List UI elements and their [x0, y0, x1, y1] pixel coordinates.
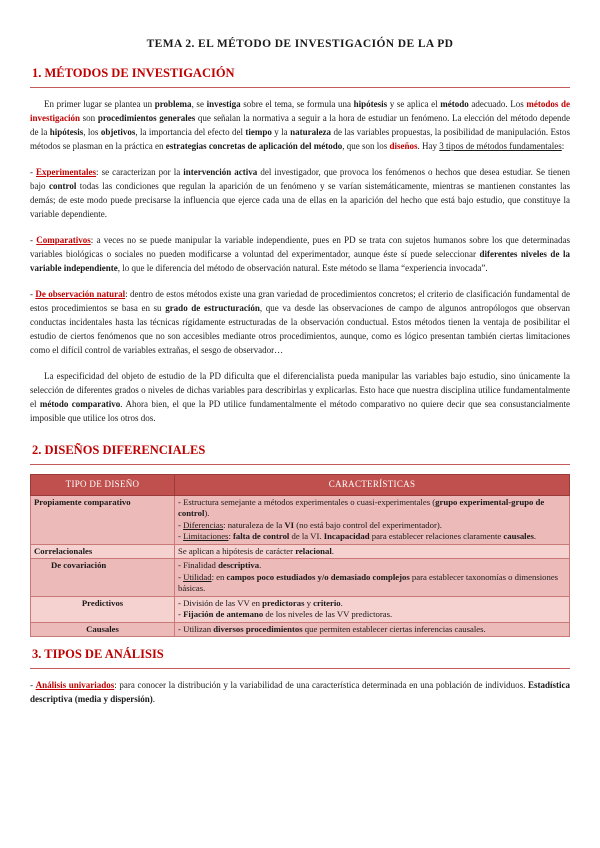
section-3-divider [30, 668, 570, 669]
column-header-type: TIPO DE DISEÑO [31, 475, 175, 496]
table-row [31, 495, 570, 544]
experimentales-term: Experimentales [36, 167, 97, 177]
characteristics-cell: - División de las VV en predictoras y criterio. - Fijación de antemano de los niveles de las VV predictoras. [175, 596, 570, 622]
characteristics-cell: - Utilizan diversos procedimientos que permiten establecer ciertas inferencias causales. [175, 622, 570, 637]
table-header-row [31, 475, 570, 496]
table-row [31, 622, 570, 637]
section-2-heading: 2. DISEÑOS DIFERENCIALES [32, 443, 206, 457]
designs-table [30, 474, 570, 637]
design-type-cell: Causales [31, 622, 175, 637]
design-type-cell: De covariación [31, 559, 175, 597]
table-row [31, 596, 570, 622]
document-title: TEMA 2. EL MÉTODO DE INVESTIGACIÓN DE LA PD [146, 38, 454, 50]
characteristics-cell: - Finalidad descriptiva. - Utilidad: en campos poco estudiados y/o demasiado complejos para establecer taxonomías o dimensiones básicas. [175, 559, 570, 597]
design-type-cell: Propiamente comparativo [31, 495, 175, 544]
closing-paragraph: La especificidad del objeto de estudio de la PD dificulta que el diferencialista pueda manipular las variables bajo estudio, sino únicamente la selección de diferentes grados o niveles de dichas variables para describirlas y explicarlas. Esto hace que nuestra disciplina utilice fundamentalmente el método comparativo. Ahora bien, el que la PD utilice fundamentalmente el método comparativo no quiere decir que sea consustancialmente imposible que utilice los otros dos. [30, 371, 570, 423]
table-row [31, 544, 570, 559]
comparativos-paragraph: - Comparativos: a veces no se puede manipular la variable independiente, pues en PD se trata con sujetos humanos sobre los que determinadas variables biológicas o sociales no pueden modificarse a voluntad del experimentador, aunque éste sí puede seleccionar diferentes niveles de la variable independiente, lo que le diferencia del método de observación natural. Este método se llama “experiencia invocada”. [30, 235, 570, 273]
observacion-term: De observación natural [35, 289, 126, 299]
characteristics-cell: Se aplican a hipótesis de carácter relacional. [175, 544, 570, 559]
section-1-heading: 1. MÉTODOS DE INVESTIGACIÓN [32, 66, 235, 80]
table-row [31, 559, 570, 597]
design-type-cell: Correlacionales [31, 544, 175, 559]
observacion-paragraph: - De observación natural: dentro de estos métodos existe una gran variedad de procedimientos concretos; el criterio de clasificación fundamental de estos procedimientos se basa en su grado de estructuración, que va desde las observaciones de campo de algunos antropólogos que observan conductas incidentales hasta las técnicas rígidamente estructuradas de la observación conductual. Estos métodos tienen la ventaja de posibilitar el estudio de ciertos fenómenos que no son accesibles mediante otros procedimientos, aunque, como es lógico presentan también ciertas limitaciones como el difícil control de variables extrañas, el sesgo de observador… [30, 289, 571, 355]
intro-paragraph: En primer lugar se plantea un problema, se investiga sobre el tema, se formula una hipótesis y se aplica el método adecuado. Los métodos de investigación son procedimientos generales que señalan la normativa a seguir a la hora de estudiar un fenómeno. La elección del método depende de la hipótesis, los objetivos, la importancia del efecto del tiempo y la naturaleza de las variables propuestas, la posibilidad de manipulación. Estos métodos se plasman en la práctica en estrategias concretas de aplicación del método, que son los diseños. Hay 3 tipos de métodos fundamentales: [30, 99, 571, 151]
section-1-divider [30, 87, 570, 88]
univariados-paragraph: - Análisis univariados: para conocer la distribución y la variabilidad de una característica determinada en una población de individuos. Estadística descriptiva (media y dispersión). [30, 680, 571, 704]
experimentales-paragraph: - Experimentales: se caracterizan por la intervención activa del investigador, que provoca los fenómenos o hechos que desea estudiar. Se tienen bajo control todas las condiciones que regulan la aparición de un fenómeno y se varían sistemáticamente, mientras se mantienen constantes las demás; de este modo puede precisarse la influencia que ejerce cada una de ellas en la aparición del hecho que está bajo estudio, que constituye la variable dependiente. [30, 167, 571, 219]
characteristics-cell: - Estructura semejante a métodos experimentales o cuasi-experimentales (grupo experimental-grupo de control). - Diferencias: naturaleza de la VI (no está bajo control del experimentador). - Limitaciones: falta de control de la VI. Incapacidad para establecer relaciones claramente causales. [175, 495, 570, 544]
section-3-heading: 3. TIPOS DE ANÁLISIS [32, 647, 164, 661]
section-2-divider [30, 464, 570, 465]
comparativos-term: Comparativos [36, 235, 91, 245]
univariados-term: Análisis univariados [35, 680, 115, 690]
column-header-characteristics: CARACTERÍSTICAS [175, 475, 570, 496]
design-type-cell: Predictivos [31, 596, 175, 622]
